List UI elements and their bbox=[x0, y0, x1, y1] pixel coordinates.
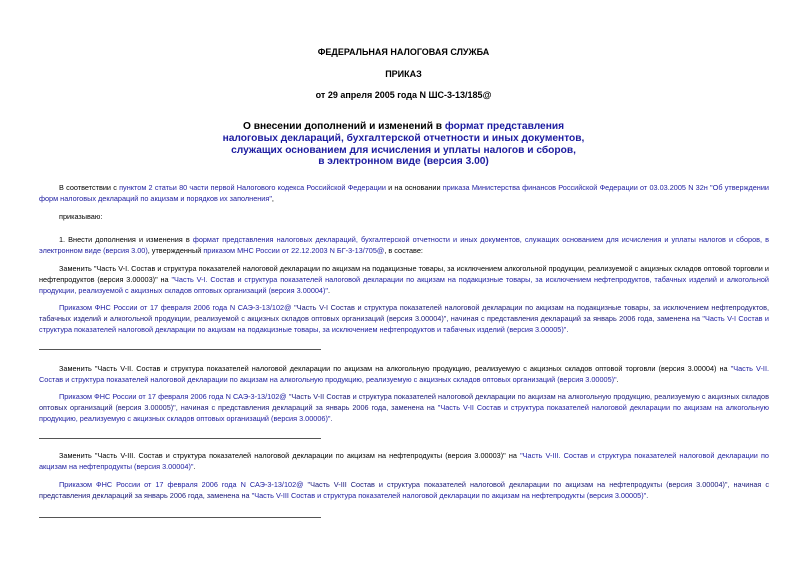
note-text: . bbox=[566, 324, 569, 334]
clause-text: , утвержденный bbox=[147, 245, 204, 255]
part-v3-link[interactable]: "Часть V-III. Состав и структура показателей налоговой декларации по акцизам на нефтепродукты (версия 3.00004)" bbox=[39, 451, 769, 471]
replace-text: Заменить "Часть V-II. Состав и структура показателей налоговой декларации по акцизам на алкогольную продукцию, реализуемую с акцизных складов оптовой торговли (версия 3.00004) на bbox=[59, 364, 731, 373]
title-format-link[interactable]: формат представления bbox=[444, 121, 565, 132]
preamble-text: , bbox=[271, 193, 274, 203]
note-v2-paragraph bbox=[39, 392, 769, 424]
mns-order-link[interactable]: приказом МНС России от 22.12.2003 N БГ-3-13/705@ bbox=[203, 245, 385, 255]
title-line4[interactable]: в электронном виде (версия 3.00) bbox=[318, 156, 489, 168]
clause-text: 1. Внести дополнения и изменения в bbox=[59, 235, 193, 244]
part-v1-new-link[interactable]: "Часть V-I Состав и структура показателей налоговой декларации по акцизам на подакцизные товары, за исключением нефтепродуктов и табачных изделий (версия 3.00005)" bbox=[39, 313, 769, 334]
document-title bbox=[0, 121, 807, 168]
replace-text: . bbox=[193, 461, 196, 471]
agency-name: ФЕДЕРАЛЬНАЯ НАЛОГОВАЯ СЛУЖБА bbox=[317, 47, 490, 57]
replace-v1-paragraph bbox=[39, 264, 769, 296]
note-text: . bbox=[646, 490, 649, 500]
divider bbox=[39, 517, 321, 518]
format-link[interactable]: формат представления налоговых деклараций, бухгалтерской отчетности и иных документов, служащих основанием для исчисления и уплаты налогов и сборов, в электронном виде (версия 3.00) bbox=[39, 235, 770, 255]
note-text: . bbox=[330, 413, 333, 423]
document-date-number: от 29 апреля 2005 года N ШС-3-13/185@ bbox=[315, 90, 492, 100]
note-v1-paragraph bbox=[39, 303, 769, 335]
part-v3-new-link[interactable]: "Часть V-III Состав и структура показателей налоговой декларации по акцизам на нефтепродукты (версия 3.00005)" bbox=[251, 490, 647, 500]
replace-text: Заменить "Часть V-I. Состав и структура показателей налоговой декларации по акцизам на подакцизные товары, за исключением алкогольной продукции, реализуемой с акцизных складов оптовой торговли и нефтепродуктов (версия 3.00003)" на bbox=[39, 264, 769, 284]
preamble-text: и на основании bbox=[385, 183, 443, 192]
preamble-text: В соответствии с bbox=[59, 183, 120, 192]
note-text: "Часть V-II Состав и структура показателей налоговой декларации по акцизам на алкогольную продукцию, реализуемую с акцизных складов оптовых организаций (версия 3.00005)", начиная с представления деклараций за январь 2006 года, заменена на bbox=[39, 392, 769, 412]
title-line2[interactable]: налоговых деклараций, бухгалтерской отчетности и иных документов, bbox=[222, 132, 585, 144]
note-text: "Часть V-III Состав и структура показателей налоговой декларации по акцизам на нефтепродукты (версия 3.00004)", начиная с представления деклараций за январь 2006 года, заменена на bbox=[39, 480, 769, 500]
replace-text: . bbox=[328, 285, 331, 295]
clause-1-paragraph bbox=[39, 235, 769, 257]
note-v3-paragraph bbox=[39, 480, 769, 502]
replace-v2-paragraph bbox=[39, 364, 769, 386]
fns-order-link-3[interactable]: Приказом ФНС России от 17 февраля 2006 года N САЭ-3-13/102@ bbox=[59, 480, 304, 489]
part-v2-link[interactable]: "Часть V-II. Состав и структура показателей налоговой декларации по акцизам на алкогольную продукцию, реализуемую с акцизных складов оптовых организаций (версия 3.00005)" bbox=[39, 364, 769, 384]
clause-text: , в составе: bbox=[384, 245, 423, 255]
fns-order-link-1[interactable]: Приказом ФНС России от 17 февраля 2006 года N САЭ-3-13/102@ bbox=[59, 303, 292, 312]
divider bbox=[39, 438, 321, 439]
note-text: "Часть V-I Состав и структура показателей налоговой декларации по акцизам на подакцизные товары, за исключением нефтепродуктов, табачных изделий и алкогольной продукции, реализуемой с акцизных складов оптовых организаций (версия 3.00004)", начиная с представления деклараций за январь 2006 года, заменена на bbox=[39, 303, 769, 323]
document-type: ПРИКАЗ bbox=[385, 69, 422, 79]
title-line3[interactable]: служащих основанием для исчисления и уплаты налогов и сборов, bbox=[231, 144, 576, 156]
minfin-order-link[interactable]: приказа Министерства финансов Российской Федерации от 03.03.2005 N 32н "Об утверждении форм налоговых деклараций по акцизам и порядков их заполнения" bbox=[39, 183, 769, 203]
replace-text: Заменить "Часть V-III. Состав и структура показателей налоговой декларации по акцизам на нефтепродукты (версия 3.00003)" на bbox=[59, 451, 521, 460]
replace-text: . bbox=[616, 374, 619, 384]
preamble-paragraph bbox=[39, 183, 769, 205]
tax-code-link[interactable]: пунктом 2 статьи 80 части первой Налогового кодекса Российской Федерации bbox=[119, 183, 386, 192]
title-line1: О внесении дополнений и изменений в bbox=[242, 121, 445, 132]
part-v2-new-link[interactable]: "Часть V-II Состав и структура показателей налоговой декларации по акцизам на алкогольную продукцию, реализуемую с акцизных складов оптовых организаций (версия 3.00006)" bbox=[39, 402, 769, 423]
part-v1-link[interactable]: "Часть V-I. Состав и структура показателей налоговой декларации по акцизам на подакцизные товары, за исключением нефтепродуктов, табачных изделий и алкогольной продукции, реализуемой с акцизных складов оптовых организаций (версия 3.00004)" bbox=[39, 274, 769, 295]
fns-order-link-2[interactable]: Приказом ФНС России от 17 февраля 2006 года N САЭ-3-13/102@ bbox=[59, 392, 287, 401]
orders-text: приказываю: bbox=[59, 212, 103, 221]
divider bbox=[39, 349, 321, 350]
replace-v3-paragraph bbox=[39, 451, 769, 473]
